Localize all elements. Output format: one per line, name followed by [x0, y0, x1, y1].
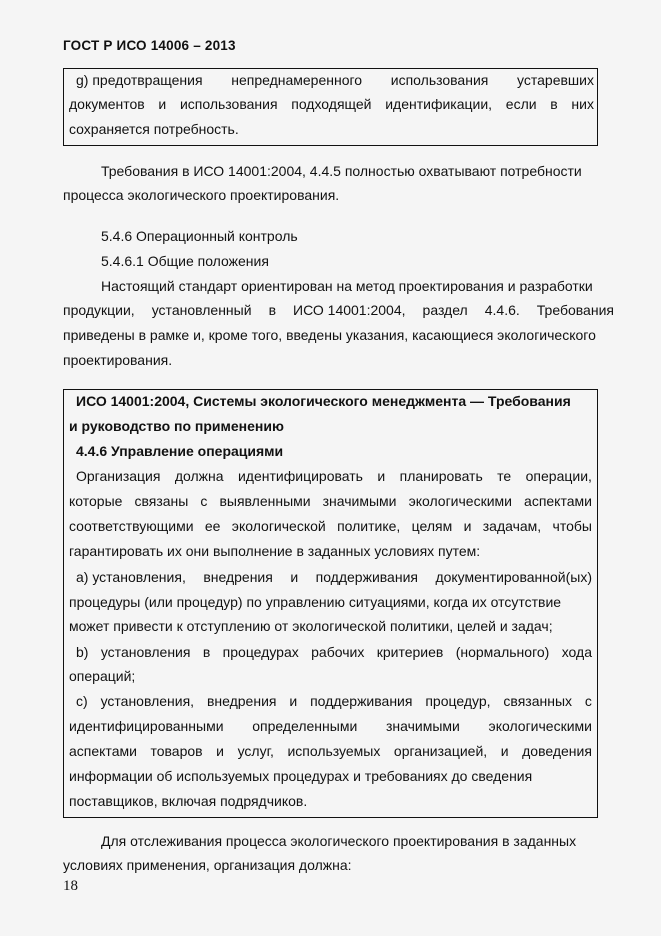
main-box-line-word: процедур, [425, 693, 491, 709]
para2-line-word: в [268, 302, 276, 318]
para1-line [63, 187, 339, 203]
main-box-line-word: связанных [503, 693, 573, 709]
para2-line [63, 302, 614, 318]
top-box-line-word: g) предотвращения [76, 72, 203, 88]
main-box-line-word: планировать [399, 468, 483, 484]
main-box-line-word: значимыми [385, 718, 460, 734]
main-box-line-word: и [500, 743, 509, 759]
para3-line [101, 833, 576, 849]
para2-line [63, 327, 596, 343]
para2-line-word: 4.4.6. [484, 302, 520, 318]
main-box-line-word: установления [100, 644, 191, 660]
main-box-line-word: документированной(ых) [435, 569, 592, 585]
main-box-line-word: поддерживания [315, 569, 418, 585]
top-box-line [69, 96, 594, 112]
top-box-line-word: сохраняется потребность. [69, 121, 239, 137]
para2-line-word: продукции, [63, 302, 135, 318]
main-box-line [69, 668, 135, 684]
main-box-line-word: определенными [252, 718, 358, 734]
main-box-line-word: аспектами [69, 743, 137, 759]
section-heading-5-4-6-1: 5.4.6.1 Общие положения [101, 253, 269, 269]
main-box-title-line-word: ИСО 14001:2004, Системы экологического менеджмента — Требования [76, 393, 571, 409]
top-box-line-word: идентификации, [385, 96, 493, 112]
main-box-line-word: экологическими [408, 493, 512, 509]
top-box-line-word: подходящей [291, 96, 372, 112]
main-box-line [69, 543, 480, 559]
main-box-line-word: внедрения [206, 693, 277, 709]
para1-line-word: Требования в ИСО 14001:2004, 4.4.5 полностью охватывают потребности [101, 163, 582, 179]
top-box-line [69, 121, 239, 137]
main-box-line [69, 743, 592, 759]
main-box-line-word: политике, [337, 518, 401, 534]
top-box-line-word: документов [69, 96, 145, 112]
main-box-line-word: выявленными [219, 493, 311, 509]
main-box-title-line [76, 393, 571, 409]
para2-line-word: ИСО 14001:2004, [293, 302, 406, 318]
top-box-line-word: них [571, 96, 594, 112]
main-box-line [69, 718, 592, 734]
main-box-line-word: экологическими [488, 718, 592, 734]
top-box-line-word: использования [390, 72, 489, 88]
main-box-line-word: товаров [150, 743, 203, 759]
main-box-line-word: критериев [376, 644, 444, 660]
para2-line-word: Настоящий стандарт ориентирован на метод проектирования и разработки [101, 278, 593, 294]
para2-line-word: приведены в рамке и, кроме того, введены указания, касающиеся экологического [63, 327, 596, 343]
top-box-line-word: если [505, 96, 537, 112]
main-box-line-word: экологической [231, 518, 326, 534]
main-box-line-word: информации об используемых процедурах и требованиях до сведения [69, 768, 533, 784]
main-box-line-word: a) установления, [76, 569, 186, 585]
top-box-line-word: в [550, 96, 558, 112]
para2-line-word: установленный [151, 302, 252, 318]
main-box-line-word: b) [76, 644, 89, 660]
main-box-line-word: услуг, [237, 743, 274, 759]
main-box-line-word: операций; [69, 668, 136, 684]
main-box-line-word: те [497, 468, 512, 484]
main-box-line-word: с [200, 493, 208, 509]
main-box-line [69, 493, 592, 509]
main-box-line-word: Организация [76, 468, 161, 484]
main-box-line-word: связаны [134, 493, 189, 509]
main-box-line-word: значимыми [322, 493, 397, 509]
main-box-line-word: поддерживания [310, 693, 413, 709]
main-box-line-word: установления, [100, 693, 195, 709]
main-box-line-word: чтобы [552, 518, 592, 534]
section-heading-5-4-6: 5.4.6 Операционный контроль [101, 228, 298, 244]
main-box-line-word: c) [76, 693, 88, 709]
main-box-line-word: организацией, [393, 743, 488, 759]
para3-line [63, 857, 352, 873]
main-box-line-word: доведения [522, 743, 592, 759]
para1-line [101, 163, 582, 179]
main-box-line-word: задачам, [482, 518, 542, 534]
main-box-line-word: в [202, 644, 211, 660]
main-box-line [69, 594, 561, 610]
para1-line-word: процесса экологического проектирования. [63, 187, 340, 203]
document-header: ГОСТ Р ИСО 14006 – 2013 [63, 38, 236, 53]
top-box-line [76, 72, 594, 88]
main-box-subheading: 4.4.6 Управление операциями [76, 443, 284, 459]
main-box-line-word: может привести к отступлению от экологической политики, целей и задач; [69, 618, 553, 634]
main-box-line [69, 618, 553, 634]
top-box-line-word: устаревших [517, 72, 594, 88]
main-box-line-word: и [289, 693, 298, 709]
page-number: 18 [63, 878, 78, 894]
main-box-line-word: операции, [525, 468, 592, 484]
main-box-line-word: и [290, 569, 299, 585]
para2-line [101, 278, 593, 294]
main-box-line [69, 518, 592, 534]
para2-line-word: проектирования. [63, 352, 173, 368]
para2-line [63, 352, 172, 368]
top-box-line-word: использования [179, 96, 278, 112]
main-box-line [69, 793, 307, 809]
main-box-line-word: процедурах [222, 644, 299, 660]
main-box-line-word: используемых [287, 743, 381, 759]
main-box-line [76, 693, 592, 709]
main-box-line-word: которые [69, 493, 123, 509]
main-box-line-word: и [377, 468, 386, 484]
main-box-line-word: гарантировать их они выполнение в заданных условиях путем: [69, 543, 481, 559]
main-box-line [69, 768, 532, 784]
main-box-line-word: рабочих [311, 644, 365, 660]
main-box-line-word: соответствующими [69, 518, 194, 534]
main-box-line-word: и [463, 518, 472, 534]
para3-line-word: условиях применения, организация должна: [63, 857, 352, 873]
main-box-line-word: ее [204, 518, 221, 534]
para2-line-word: Требования [536, 302, 614, 318]
para3-line-word: Для отслеживания процесса экологического проектирования в заданных [101, 833, 577, 849]
main-box-line-word: идентифицированными [69, 718, 224, 734]
top-box-line-word: непреднамеренного [231, 72, 363, 88]
main-box-line-word: (нормального) [455, 644, 550, 660]
main-box-line-word: идентифицировать [237, 468, 363, 484]
main-box-line-word: аспектами [524, 493, 592, 509]
top-box-line-word: и [158, 96, 167, 112]
para2-line-word: раздел [422, 302, 468, 318]
main-box-line-word: и [216, 743, 224, 759]
main-box-line-word: целям [411, 518, 453, 534]
main-box-line [76, 644, 592, 660]
main-box-line-word: поставщиков, включая подрядчиков. [69, 793, 308, 809]
main-box-line-word: должна [174, 468, 224, 484]
main-box-line-word: хода [561, 644, 592, 660]
main-box-line-word: внедрения [203, 569, 273, 585]
main-box-title-line-word: и руководство по применению [69, 418, 284, 434]
main-box-line [76, 569, 592, 585]
main-box-line-word: процедуры (или процедур) по управлению ситуациями, когда их отсутствие [69, 594, 562, 610]
main-box-line [76, 468, 592, 484]
main-box-title-line [69, 418, 284, 434]
main-box-line-word: с [584, 693, 592, 709]
